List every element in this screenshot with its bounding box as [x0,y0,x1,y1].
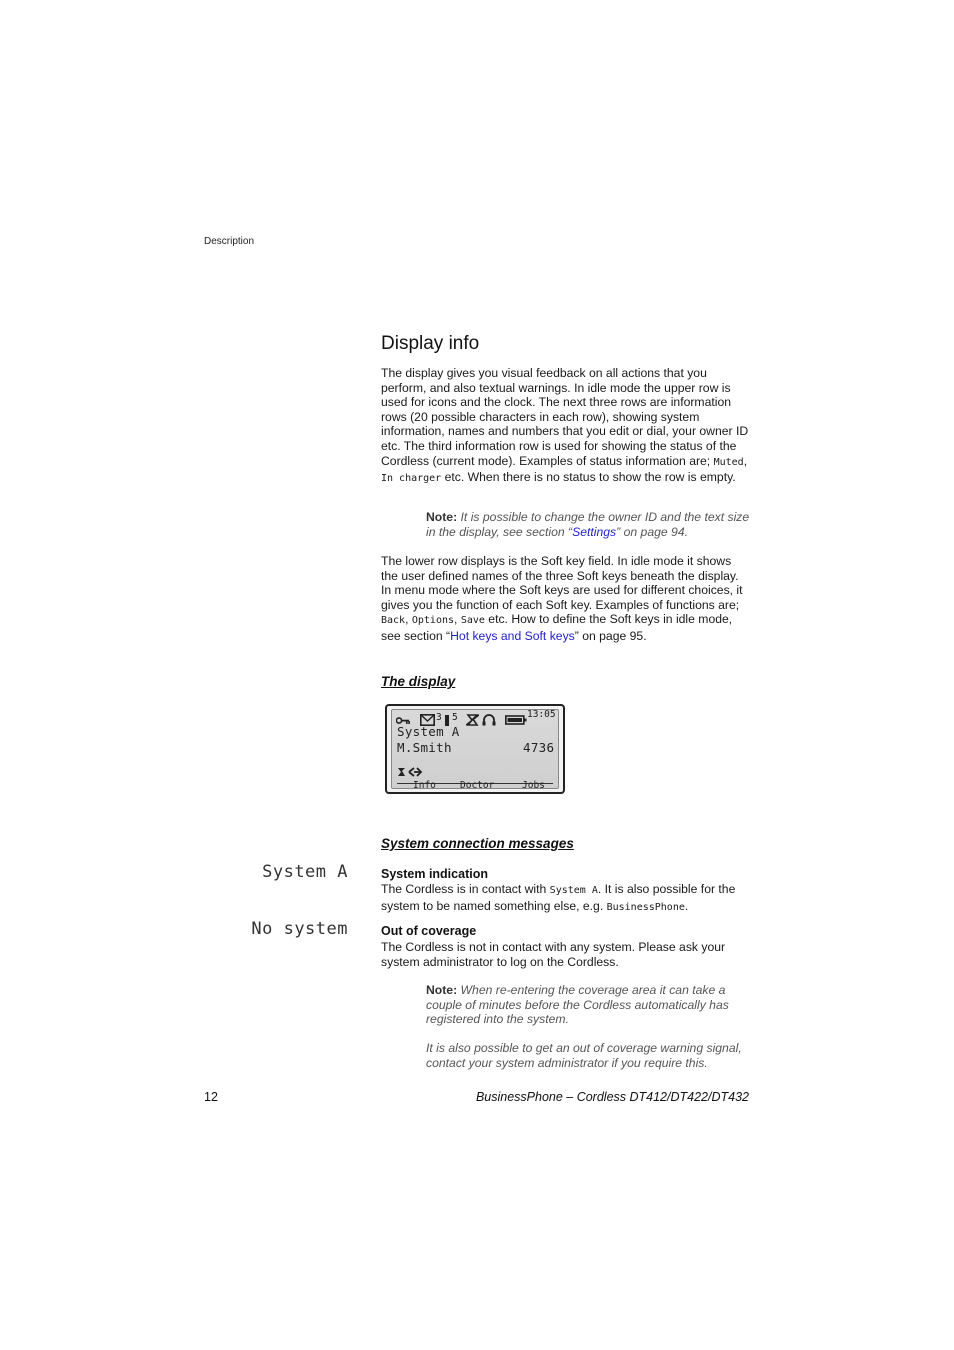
lcd-screen [391,709,559,789]
intro-paragraph [381,366,751,487]
out-of-coverage-heading: Out of coverage [381,924,477,938]
softkey-text-1: The lower row displays is the Soft key field. In idle mode it shows the user defined names of the three Soft keys beneath the display. In menu mode where the Soft keys are used for different choices, it gives you the function of each Soft key. Examples of functions are; [381,554,743,612]
intro-text-1: The display gives you visual feedback on all actions that you perform, and also textual warnings. In idle mode the upper row is used for icons and the clock. The next three rows are information rows (20 possible characters in each row), showing system information, names and numbers that you edit or dial, your owner ID etc. The third information row is used for showing the status of the Cordless (current mode). Examples of status information are; [381,366,749,468]
msg1-text-2: . It is also possible for the system to be named something else, e.g. [381,882,736,913]
clock: 13:05 [527,709,556,720]
lcd-row-system: System A [397,724,460,739]
messages-heading: System connection messages [381,836,574,851]
msg1-text-1: The Cordless is in contact with [381,882,547,896]
separator: , [743,453,748,468]
softkey-info: Info [413,780,436,791]
softkey-text-3: ” on page 95. [574,628,647,643]
page-number: 12 [204,1090,218,1104]
note-label: Note: [426,510,458,524]
page-title: Display info [381,333,480,354]
headset-icon [482,714,496,726]
out-of-coverage-text: The Cordless is not in contact with any system. Please ask your system administrator to log on the Cordless. [381,940,726,969]
msg1-text-3: . [684,898,689,913]
lcd-row-name: M.Smith [397,740,452,755]
message-count: 3 [436,712,442,723]
system-indication-heading: System indication [381,867,488,881]
status-example-muted: Muted [713,456,744,468]
lcd-message-no-system: No system [251,919,348,939]
intro-text-2: etc. When there is no status to show the row is empty. [444,470,736,485]
note-coverage [426,983,751,1027]
lcd-message-system-a: System A [262,862,348,882]
msg1-example-name: BusinessPhone [606,901,685,913]
note-coverage-text: When re-entering the coverage area it can take a couple of minutes before the Cordless automatically has registered into the system. [426,983,729,1027]
softkey-doctor: Doctor [460,780,495,791]
call-forward-icon [397,767,423,777]
lcd-row-number: 4736 [523,740,555,755]
note-text-after: ” on page 94. [616,524,688,539]
separator: , [454,612,458,627]
function-example-save: Save [460,615,485,627]
note-settings [426,510,751,539]
msg1-system-name: System A [549,885,598,896]
function-example-options: Options [411,615,455,627]
system-indication-text [381,882,751,915]
footer-product: BusinessPhone – Cordless DT412/DT422/DT432 [475,1090,749,1104]
separator: , [405,612,409,627]
softkey-jobs: Jobs [522,780,545,791]
function-example-back: Back [381,615,406,627]
section-label: Description [204,236,255,247]
display-heading: The display [381,674,456,689]
silent-icon [466,714,479,726]
note-text: It is possible to change the owner ID and the text size in the display, see section “ [426,510,750,539]
settings-link[interactable]: Settings [572,524,617,539]
signal-count: 5 [452,712,458,723]
hotkeys-link[interactable]: Hot keys and Soft keys [450,628,575,643]
battery-icon [505,715,527,725]
note-coverage-warning: It is also possible to get an out of coverage warning signal, contact your system administrator if you require this. [426,1041,742,1070]
softkey-paragraph [381,554,751,644]
lcd-display [385,704,565,794]
softkey-text-2: etc. How to define the Soft keys in idle mode, see section “ [381,612,733,643]
note-label: Note: [426,983,458,997]
status-example-in-charger: In charger [381,473,442,485]
